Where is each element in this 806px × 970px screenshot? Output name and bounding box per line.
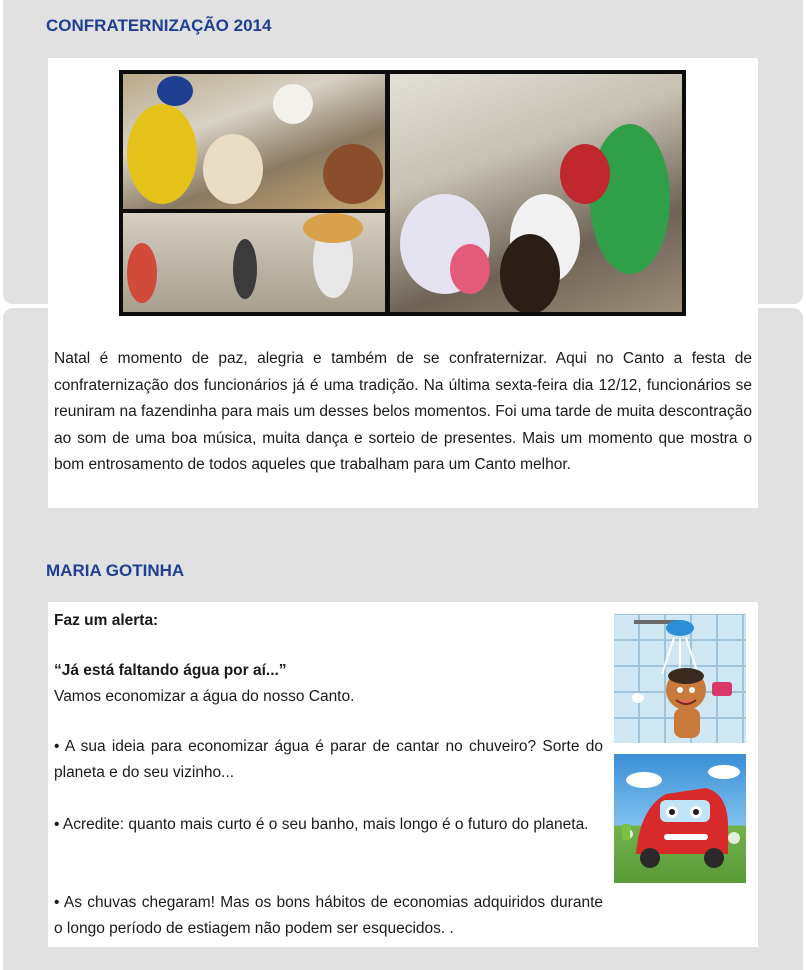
tip-short-bath: • Acredite: quanto mais curto é o seu banho, mais longo é o futuro do planeta. — [54, 816, 589, 833]
maria-gotinha-card — [48, 602, 758, 947]
confraternizacao-paragraph: Natal é momento de paz, alegria e também de se confraternizar. Aqui no Canto a festa de confraternização dos funcionários já é uma tradição. Na última sexta-feira dia 12/12, funcionários se reuniram na fazendinha para mais um desses belos momentos. Foi uma tarde de muita descontração ao som de uma boa música, muita dança e sorteio de presentes. Mais um momento que mostra o bom entrosamento de todos aqueles que trabalham para um Canto melhor. — [54, 350, 752, 473]
tip-rain-habits: • As chuvas chegaram! Mas os bons hábitos de economias adquiridos durante o longo período de estiagem não podem ser esquecidos. . — [54, 894, 603, 937]
party-photo-dancing — [123, 213, 385, 312]
tip-shower: • A sua ideia para economizar água é parar de cantar no chuveiro? Sorte do planeta e do seu vizinho... — [54, 738, 603, 781]
party-photo-group-table — [123, 74, 385, 209]
confraternizacao-card — [48, 58, 758, 508]
party-photo-guests — [390, 74, 682, 312]
party-photo-collage — [119, 70, 686, 316]
car-wash-cartoon-image — [614, 754, 746, 883]
section-title-maria-gotinha: MARIA GOTINHA — [46, 561, 185, 580]
alert-heading: Faz um alerta: — [54, 612, 159, 629]
shower-cartoon-image — [614, 614, 746, 743]
alert-intro: Vamos economizar a água do nosso Canto. — [54, 688, 355, 705]
alert-quote: “Já está faltando água por aí...” — [54, 662, 287, 679]
section-title-confraternizacao: CONFRATERNIZAÇÃO 2014 — [46, 16, 272, 35]
